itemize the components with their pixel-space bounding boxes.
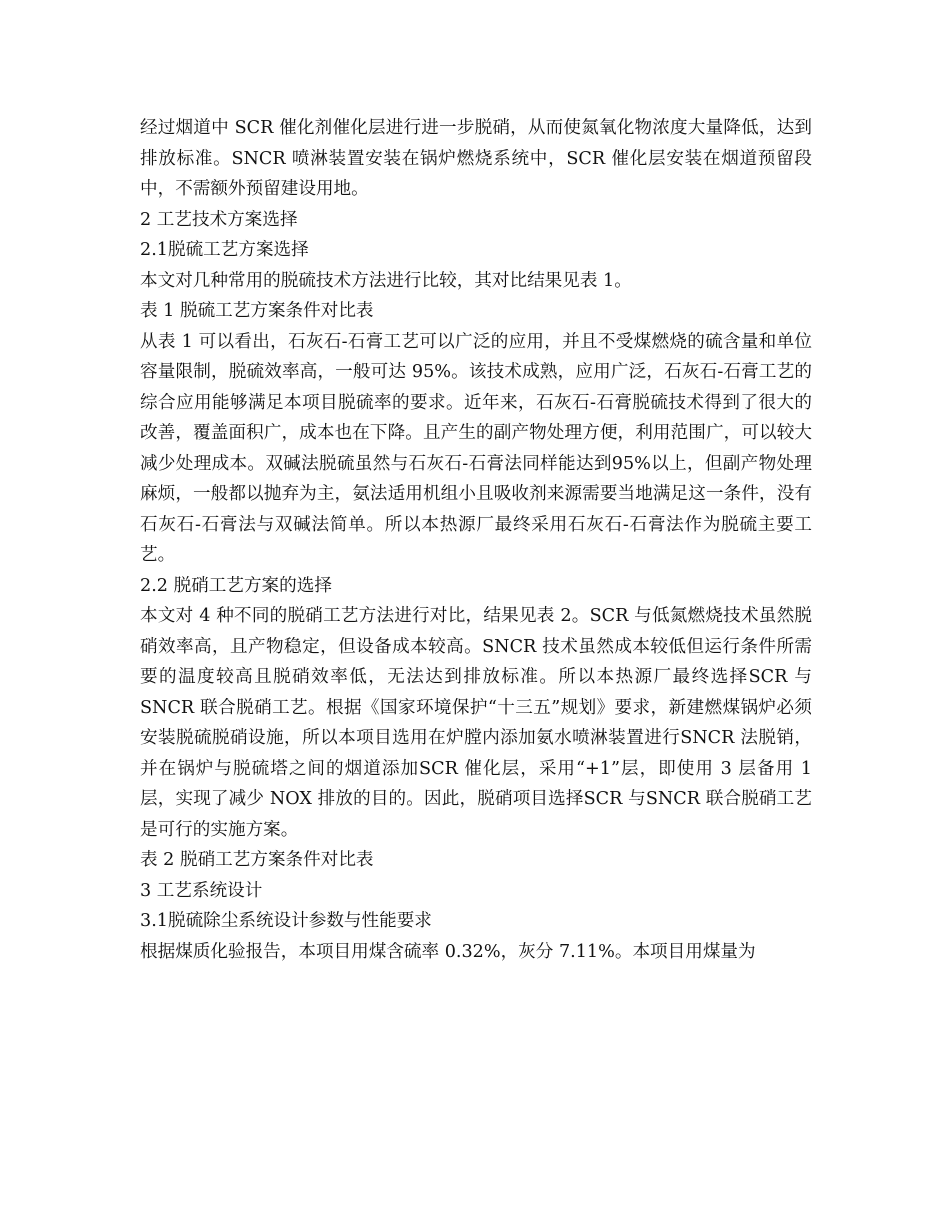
paragraph-coal-quality: 根据煤质化验报告，本项目用煤含硫率 0.32%，灰分 7.11%。本项目用煤量为: [140, 941, 756, 962]
subsection-heading-3-1: 3.1脱硫除尘系统设计参数与性能要求: [140, 911, 432, 931]
section-heading-2: 2 工艺技术方案选择: [140, 209, 298, 230]
table-caption-1: 表 1 脱硫工艺方案条件对比表: [140, 301, 374, 321]
paragraph-intro: 经过烟道中 SCR 催化剂催化层进行进一步脱硝，从而使氮氧化物浓度大量降低，达到排放标准。SNCR 喷淋装置安装在锅炉燃烧系统中，SCR 催化层安装在烟道预留段中，不需额外预留建设用地。: [140, 118, 812, 199]
subsection-heading-2-2: 2.2 脱硝工艺方案的选择: [140, 575, 332, 596]
paragraph-denitrification-analysis: 本文对 4 种不同的脱硝工艺方法进行对比，结果见表 2。SCR 与低氮燃烧技术虽然脱硝效率高，且产物稳定，但设备成本较高。SNCR 技术虽然成本较低但运行条件所需要的温度较高且脱硝效率低，无法达到排放标准。所以本热源厂最终选择SCR 与SNCR 联合脱硝工艺。根据《国家环境保护“十三五”规划》要求，新建燃煤锅炉必须安装脱硫脱硝设施，所以本项目选用在炉膛内添加氨水喷淋装置进行SNCR 法脱销，并在锅炉与脱硫塔之间的烟道添加SCR 催化层，采用“+1”层，即使用 3 层备用 1 层，实现了减少 NOX 排放的目的。因此，脱硝项目选择SCR 与SNCR 联合脱硝工艺是可行的实施方案。: [140, 606, 812, 840]
table-caption-2: 表 2 脱硝工艺方案条件对比表: [140, 850, 374, 870]
paragraph-desulfurization-analysis: 从表 1 可以看出，石灰石-石膏工艺可以广泛的应用，并且不受煤燃烧的硫含量和单位容量限制，脱硫效率高，一般可达 95%。该技术成熟，应用广泛，石灰石-石膏工艺的综合应用能够满足本项目脱硫率的要求。近年来，石灰石-石膏脱硫技术得到了很大的改善，覆盖面积广，成本也在下降。且产生的副产物处理方便，利用范围广，可以较大减少处理成本。双碱法脱硫虽然与石灰石-石膏法同样能达到95%以上，但副产物处理麻烦，一般都以抛弃为主，氨法适用机组小且吸收剂来源需要当地满足这一条件，没有石灰石-石膏法与双碱法简单。所以本热源厂最终采用石灰石-石膏法作为脱硫主要工艺。: [140, 331, 812, 565]
paragraph-desulfurization-compare: 本文对几种常用的脱硫技术方法进行比较，其对比结果见表 1。: [140, 270, 632, 291]
section-heading-3: 3 工艺系统设计: [140, 880, 263, 901]
document-page: [140, 113, 812, 967]
subsection-heading-2-1: 2.1脱硫工艺方案选择: [140, 240, 309, 260]
